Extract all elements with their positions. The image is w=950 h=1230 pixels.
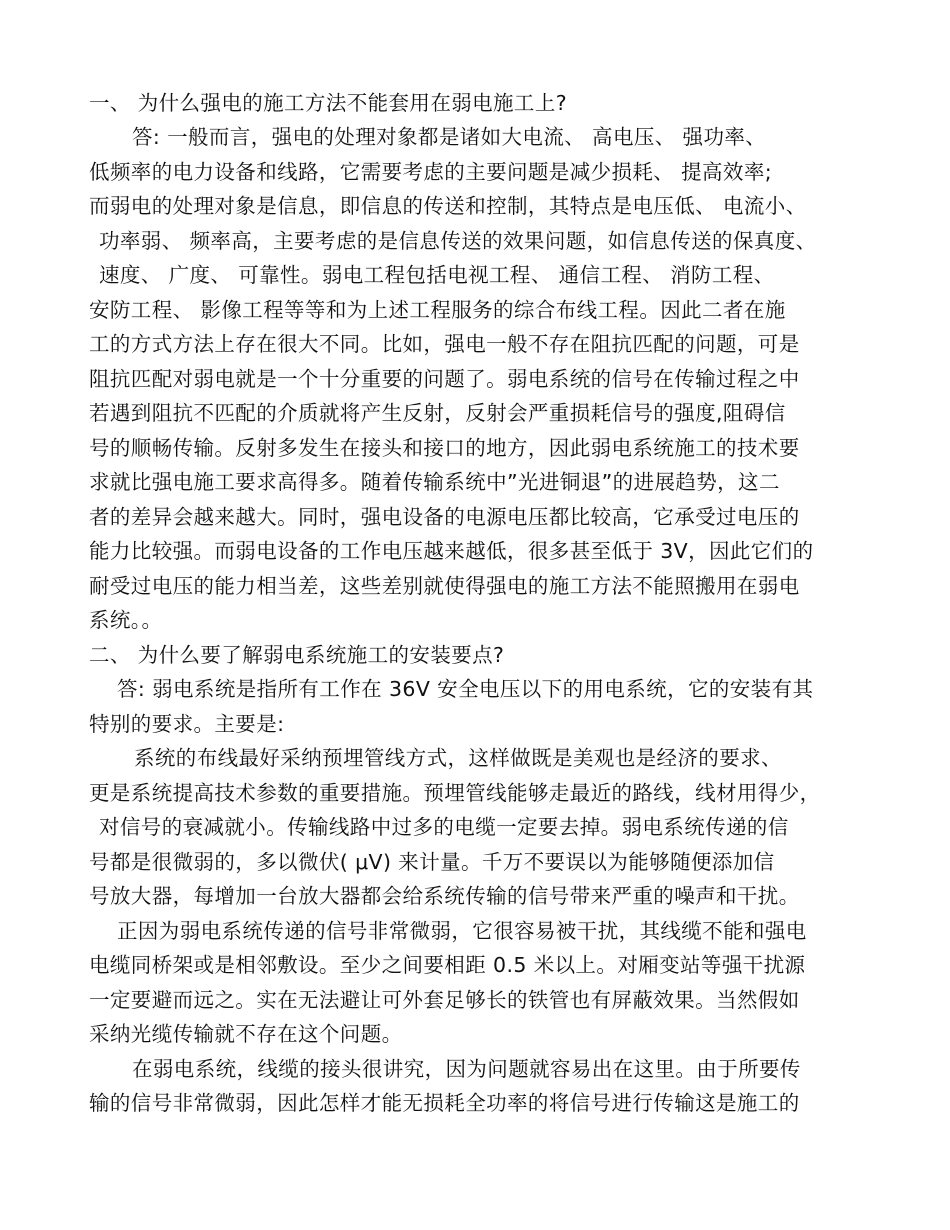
answer-2-line: 一定要避而远之。实在无法避让可外套足够长的铁管也有屏蔽效果。当然假如 xyxy=(89,988,800,1012)
answer-1-line: 而弱电的处理对象是信息，即信息的传送和控制，其特点是电压低、 电流小、 xyxy=(89,194,807,218)
answer-1-line: 号的顺畅传输。反射多发生在接头和接口的地方，因此弱电系统施工的技术要 xyxy=(89,436,800,460)
answer-2-line: 电缆同桥架或是相邻敷设。至少之间要相距 0.5 米以上。对厢变站等强干扰源 xyxy=(89,953,806,977)
answer-1-line: 能力比较强。而弱电设备的工作电压越来越低，很多甚至低于 3V，因此它们的 xyxy=(89,539,814,563)
answer-2-line: 系统的布线最好采纳预埋管线方式，这样做既是美观也是经济的要求、 xyxy=(134,746,782,770)
answer-2-line: 更是系统提高技术参数的重要措施。预埋管线能够走最近的路线，线材用得少， xyxy=(89,781,821,805)
answer-1-line: 若遇到阻抗不匹配的介质就将产生反射，反射会严重损耗信号的强度,阻碍信 xyxy=(89,401,786,425)
answer-2-line: 正因为弱电系统传递的信号非常微弱，它很容易被干扰，其线缆不能和强电 xyxy=(117,919,807,943)
answer-1-line: 工的方式方法上存在很大不同。比如，强电一般不存在阻抗匹配的问题，可是 xyxy=(89,332,800,356)
answer-2-line: 号都是很微弱的，多以微伏( μV) 来计量。千万不要误以为能够随便添加信 xyxy=(89,850,775,874)
answer-2-line: 在弱电系统，线缆的接头很讲究，因为问题就容易出在这里。由于所要传 xyxy=(132,1057,801,1081)
answer-1-line: 阻抗匹配对弱电就是一个十分重要的问题了。弱电系统的信号在传输过程之中 xyxy=(89,367,800,391)
answer-1-line: 低频率的电力设备和线路，它需要考虑的主要问题是减少损耗、 提高效率; xyxy=(89,160,773,184)
answer-2-line: 输的信号非常微弱，因此怎样才能无损耗全功率的将信号进行传输这是施工的 xyxy=(89,1091,800,1115)
answer-2-line: 号放大器，每增加一台放大器都会给系统传输的信号带来严重的噪声和干扰。 xyxy=(89,884,800,908)
answer-1-line: 速度、 广度、 可靠性。弱电工程包括电视工程、 通信工程、 消防工程、 xyxy=(99,263,775,287)
heading-question-2: 二、 为什么要了解弱电系统施工的安装要点? xyxy=(89,643,505,667)
heading-question-1: 一、 为什么强电的施工方法不能套用在弱电施工上? xyxy=(89,91,567,115)
answer-2-line: 答: 弱电系统是指所有工作在 36V 安全电压以下的用电系统，它的安装有其 xyxy=(117,677,814,701)
answer-1-line: 系统。。 xyxy=(89,608,163,632)
answer-2-line: 采纳光缆传输就不存在这个问题。 xyxy=(89,1022,403,1046)
answer-1-line: 安防工程、 影像工程等等和为上述工程服务的综合布线工程。因此二者在施 xyxy=(89,298,786,322)
answer-1-line: 者的差异会越来越大。同时，强电设备的电源电压都比较高，它承受过电压的 xyxy=(89,505,800,529)
answer-1-line: 耐受过电压的能力相当差，这些差别就使得强电的施工方法不能照搬用在弱电 xyxy=(89,574,800,598)
answer-1-line: 答: 一般而言，强电的处理对象都是诸如大电流、 高电压、 强功率、 xyxy=(132,125,767,149)
answer-1-line: 求就比强电施工要求高得多。随着传输系统中”光进铜退”的进展趋势，这二 xyxy=(89,470,780,494)
answer-2-line: 特别的要求。主要是: xyxy=(89,712,285,736)
answer-1-line: 功率弱、 频率高，主要考虑的是信息传送的效果问题，如信息传送的保真度、 xyxy=(99,229,817,253)
answer-2-line: 对信号的衰减就小。传输线路中过多的电缆一定要去掉。弱电系统传递的信 xyxy=(99,815,789,839)
